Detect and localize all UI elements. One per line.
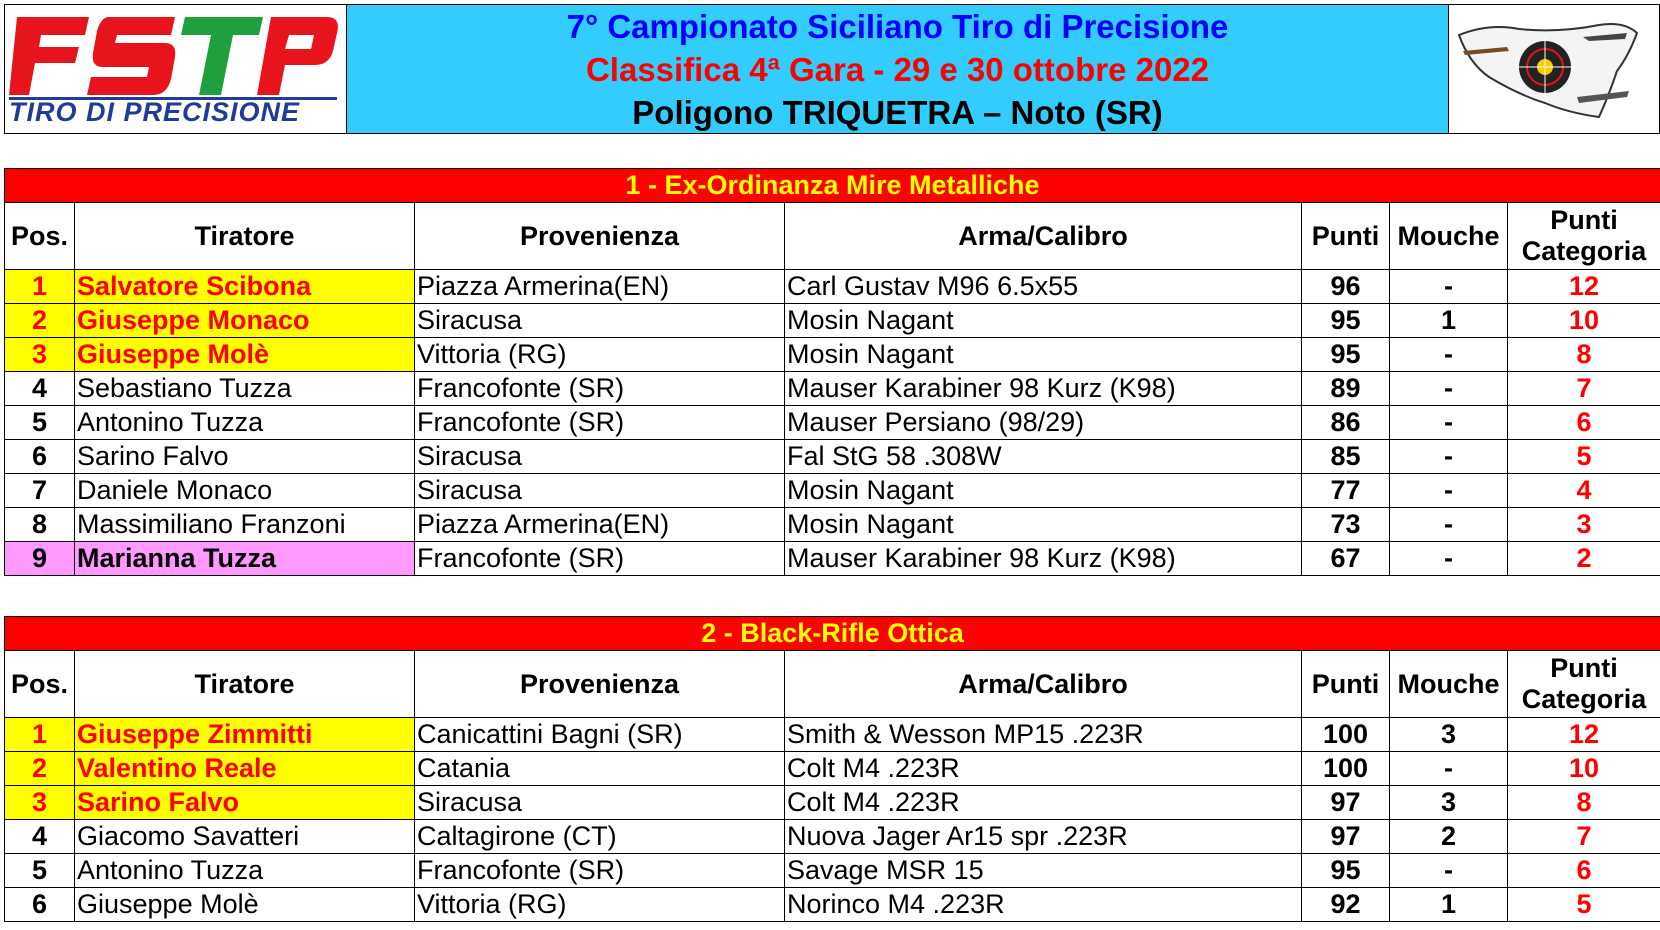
position-cell: 4 [5,372,75,406]
shooter-name-cell: Giuseppe Molè [75,338,415,372]
table-row [5,474,1660,508]
mouche-cell: - [1390,270,1508,304]
category-points-cell: 8 [1508,338,1660,372]
shooter-name-cell: Sebastiano Tuzza [75,372,415,406]
position-cell: 5 [5,854,75,888]
championship-title: 7° Campionato Siciliano Tiro di Precisione [566,7,1229,45]
position-cell: 3 [5,338,75,372]
mouche-cell: - [1390,854,1508,888]
shooter-name-cell: Sarino Falvo [75,786,415,820]
shooter-name-cell: Salvatore Scibona [75,270,415,304]
weapon-cell: Mauser Persiano (98/29) [785,406,1302,440]
category-points-cell: 3 [1508,508,1660,542]
fstp-logo [5,5,347,133]
mouche-cell: - [1390,508,1508,542]
table-row [5,508,1660,542]
shooter-name-cell: Giuseppe Monaco [75,304,415,338]
category-points-cell: 10 [1508,304,1660,338]
table-row [5,338,1660,372]
mouche-cell: - [1390,372,1508,406]
category-points-cell: 5 [1508,888,1660,922]
col-pos: Pos. [5,203,75,270]
title-box [347,5,1449,133]
origin-cell: Canicattini Bagni (SR) [415,718,785,752]
table-row [5,888,1660,922]
mouche-cell: - [1390,338,1508,372]
position-cell: 4 [5,820,75,854]
points-cell: 73 [1302,508,1390,542]
points-cell: 96 [1302,270,1390,304]
mouche-cell: - [1390,406,1508,440]
sicily-map-icon [1449,5,1649,133]
shooter-name-cell: Marianna Tuzza [75,542,415,576]
table-row [5,786,1660,820]
ranking-subtitle: Classifica 4ª Gara - 29 e 30 ottobre 2022 [585,50,1210,88]
category-points-cell: 10 [1508,752,1660,786]
ranking-table-ex-ordinanza [4,168,1660,576]
origin-cell: Siracusa [415,304,785,338]
table-row [5,304,1660,338]
position-cell: 6 [5,440,75,474]
category-points-cell: 5 [1508,440,1660,474]
col-mouche: Mouche [1390,203,1508,270]
points-cell: 89 [1302,372,1390,406]
col-punti: Punti [1302,203,1390,270]
col-pos: Pos. [5,651,75,718]
category-points-cell: 7 [1508,820,1660,854]
col-punti: Punti [1302,651,1390,718]
points-cell: 95 [1302,854,1390,888]
points-cell: 67 [1302,542,1390,576]
points-cell: 100 [1302,718,1390,752]
origin-cell: Francofonte (SR) [415,372,785,406]
position-cell: 9 [5,542,75,576]
col-tiratore: Tiratore [75,203,415,270]
origin-cell: Vittoria (RG) [415,888,785,922]
origin-cell: Caltagirone (CT) [415,820,785,854]
col-tiratore: Tiratore [75,651,415,718]
points-cell: 86 [1302,406,1390,440]
shooter-name-cell: Antonino Tuzza [75,854,415,888]
ranking-table-black-rifle [4,616,1660,922]
category-points-cell: 2 [1508,542,1660,576]
category-header: 1 - Ex-Ordinanza Mire Metalliche [5,169,1660,203]
col-punti-categoria [1508,203,1660,270]
mouche-cell: - [1390,474,1508,508]
weapon-cell: Norinco M4 .223R [785,888,1302,922]
points-cell: 97 [1302,786,1390,820]
table-row [5,440,1660,474]
shooter-name-cell: Giacomo Savatteri [75,820,415,854]
weapon-cell: Smith & Wesson MP15 .223R [785,718,1302,752]
mouche-cell: 1 [1390,888,1508,922]
header-banner [4,4,1660,134]
mouche-cell: - [1390,542,1508,576]
mouche-cell: 1 [1390,304,1508,338]
shooter-name-cell: Massimiliano Franzoni [75,508,415,542]
position-cell: 2 [5,304,75,338]
weapon-cell: Colt M4 .223R [785,786,1302,820]
shooter-name-cell: Giuseppe Zimmitti [75,718,415,752]
weapon-cell: Colt M4 .223R [785,752,1302,786]
category-points-cell: 7 [1508,372,1660,406]
table-row [5,854,1660,888]
points-cell: 92 [1302,888,1390,922]
origin-cell: Piazza Armerina(EN) [415,508,785,542]
table-row [5,718,1660,752]
col-arma: Arma/Calibro [785,651,1302,718]
position-cell: 5 [5,406,75,440]
category-points-cell: 12 [1508,270,1660,304]
origin-cell: Francofonte (SR) [415,854,785,888]
weapon-cell: Mosin Nagant [785,304,1302,338]
col-punti-categoria-line2: Categoria [1521,684,1647,714]
weapon-cell: Mauser Karabiner 98 Kurz (K98) [785,372,1302,406]
table-row [5,270,1660,304]
points-cell: 97 [1302,820,1390,854]
origin-cell: Piazza Armerina(EN) [415,270,785,304]
weapon-cell: Nuova Jager Ar15 spr .223R [785,820,1302,854]
shooter-name-cell: Valentino Reale [75,752,415,786]
position-cell: 2 [5,752,75,786]
position-cell: 6 [5,888,75,922]
origin-cell: Siracusa [415,474,785,508]
position-cell: 8 [5,508,75,542]
col-provenienza: Provenienza [415,203,785,270]
table-row [5,542,1660,576]
category-points-cell: 6 [1508,406,1660,440]
weapon-cell: Savage MSR 15 [785,854,1302,888]
mouche-cell: 3 [1390,786,1508,820]
shooter-name-cell: Daniele Monaco [75,474,415,508]
points-cell: 95 [1302,338,1390,372]
table-row [5,406,1660,440]
shooter-name-cell: Giuseppe Molè [75,888,415,922]
mouche-cell: - [1390,440,1508,474]
sicily-map-logo [1449,5,1659,133]
weapon-cell: Carl Gustav M96 6.5x55 [785,270,1302,304]
origin-cell: Siracusa [415,440,785,474]
weapon-cell: Mosin Nagant [785,338,1302,372]
col-mouche: Mouche [1390,651,1508,718]
table-row [5,820,1660,854]
category-points-cell: 12 [1508,718,1660,752]
mouche-cell: 3 [1390,718,1508,752]
weapon-cell: Mosin Nagant [785,474,1302,508]
shooter-name-cell: Sarino Falvo [75,440,415,474]
category-points-cell: 6 [1508,854,1660,888]
mouche-cell: - [1390,752,1508,786]
points-cell: 100 [1302,752,1390,786]
origin-cell: Francofonte (SR) [415,406,785,440]
points-cell: 85 [1302,440,1390,474]
logo-subtitle: TIRO DI PRECISIONE [9,97,301,127]
col-punti-categoria-line1: Punti [1550,653,1618,683]
origin-cell: Catania [415,752,785,786]
col-punti-categoria-line1: Punti [1550,205,1618,235]
category-points-cell: 8 [1508,786,1660,820]
col-arma: Arma/Calibro [785,203,1302,270]
table-row [5,372,1660,406]
category-header: 2 - Black-Rifle Ottica [5,617,1660,651]
points-cell: 77 [1302,474,1390,508]
position-cell: 3 [5,786,75,820]
mouche-cell: 2 [1390,820,1508,854]
col-provenienza: Provenienza [415,651,785,718]
venue-title: Poligono TRIQUETRA – Noto (SR) [632,93,1163,131]
origin-cell: Vittoria (RG) [415,338,785,372]
points-cell: 95 [1302,304,1390,338]
weapon-cell: Mosin Nagant [785,508,1302,542]
origin-cell: Siracusa [415,786,785,820]
category-points-cell: 4 [1508,474,1660,508]
weapon-cell: Fal StG 58 .308W [785,440,1302,474]
shooter-name-cell: Antonino Tuzza [75,406,415,440]
col-punti-categoria [1508,651,1660,718]
origin-cell: Francofonte (SR) [415,542,785,576]
col-punti-categoria-line2: Categoria [1521,236,1647,266]
table-row [5,752,1660,786]
position-cell: 7 [5,474,75,508]
position-cell: 1 [5,270,75,304]
position-cell: 1 [5,718,75,752]
weapon-cell: Mauser Karabiner 98 Kurz (K98) [785,542,1302,576]
